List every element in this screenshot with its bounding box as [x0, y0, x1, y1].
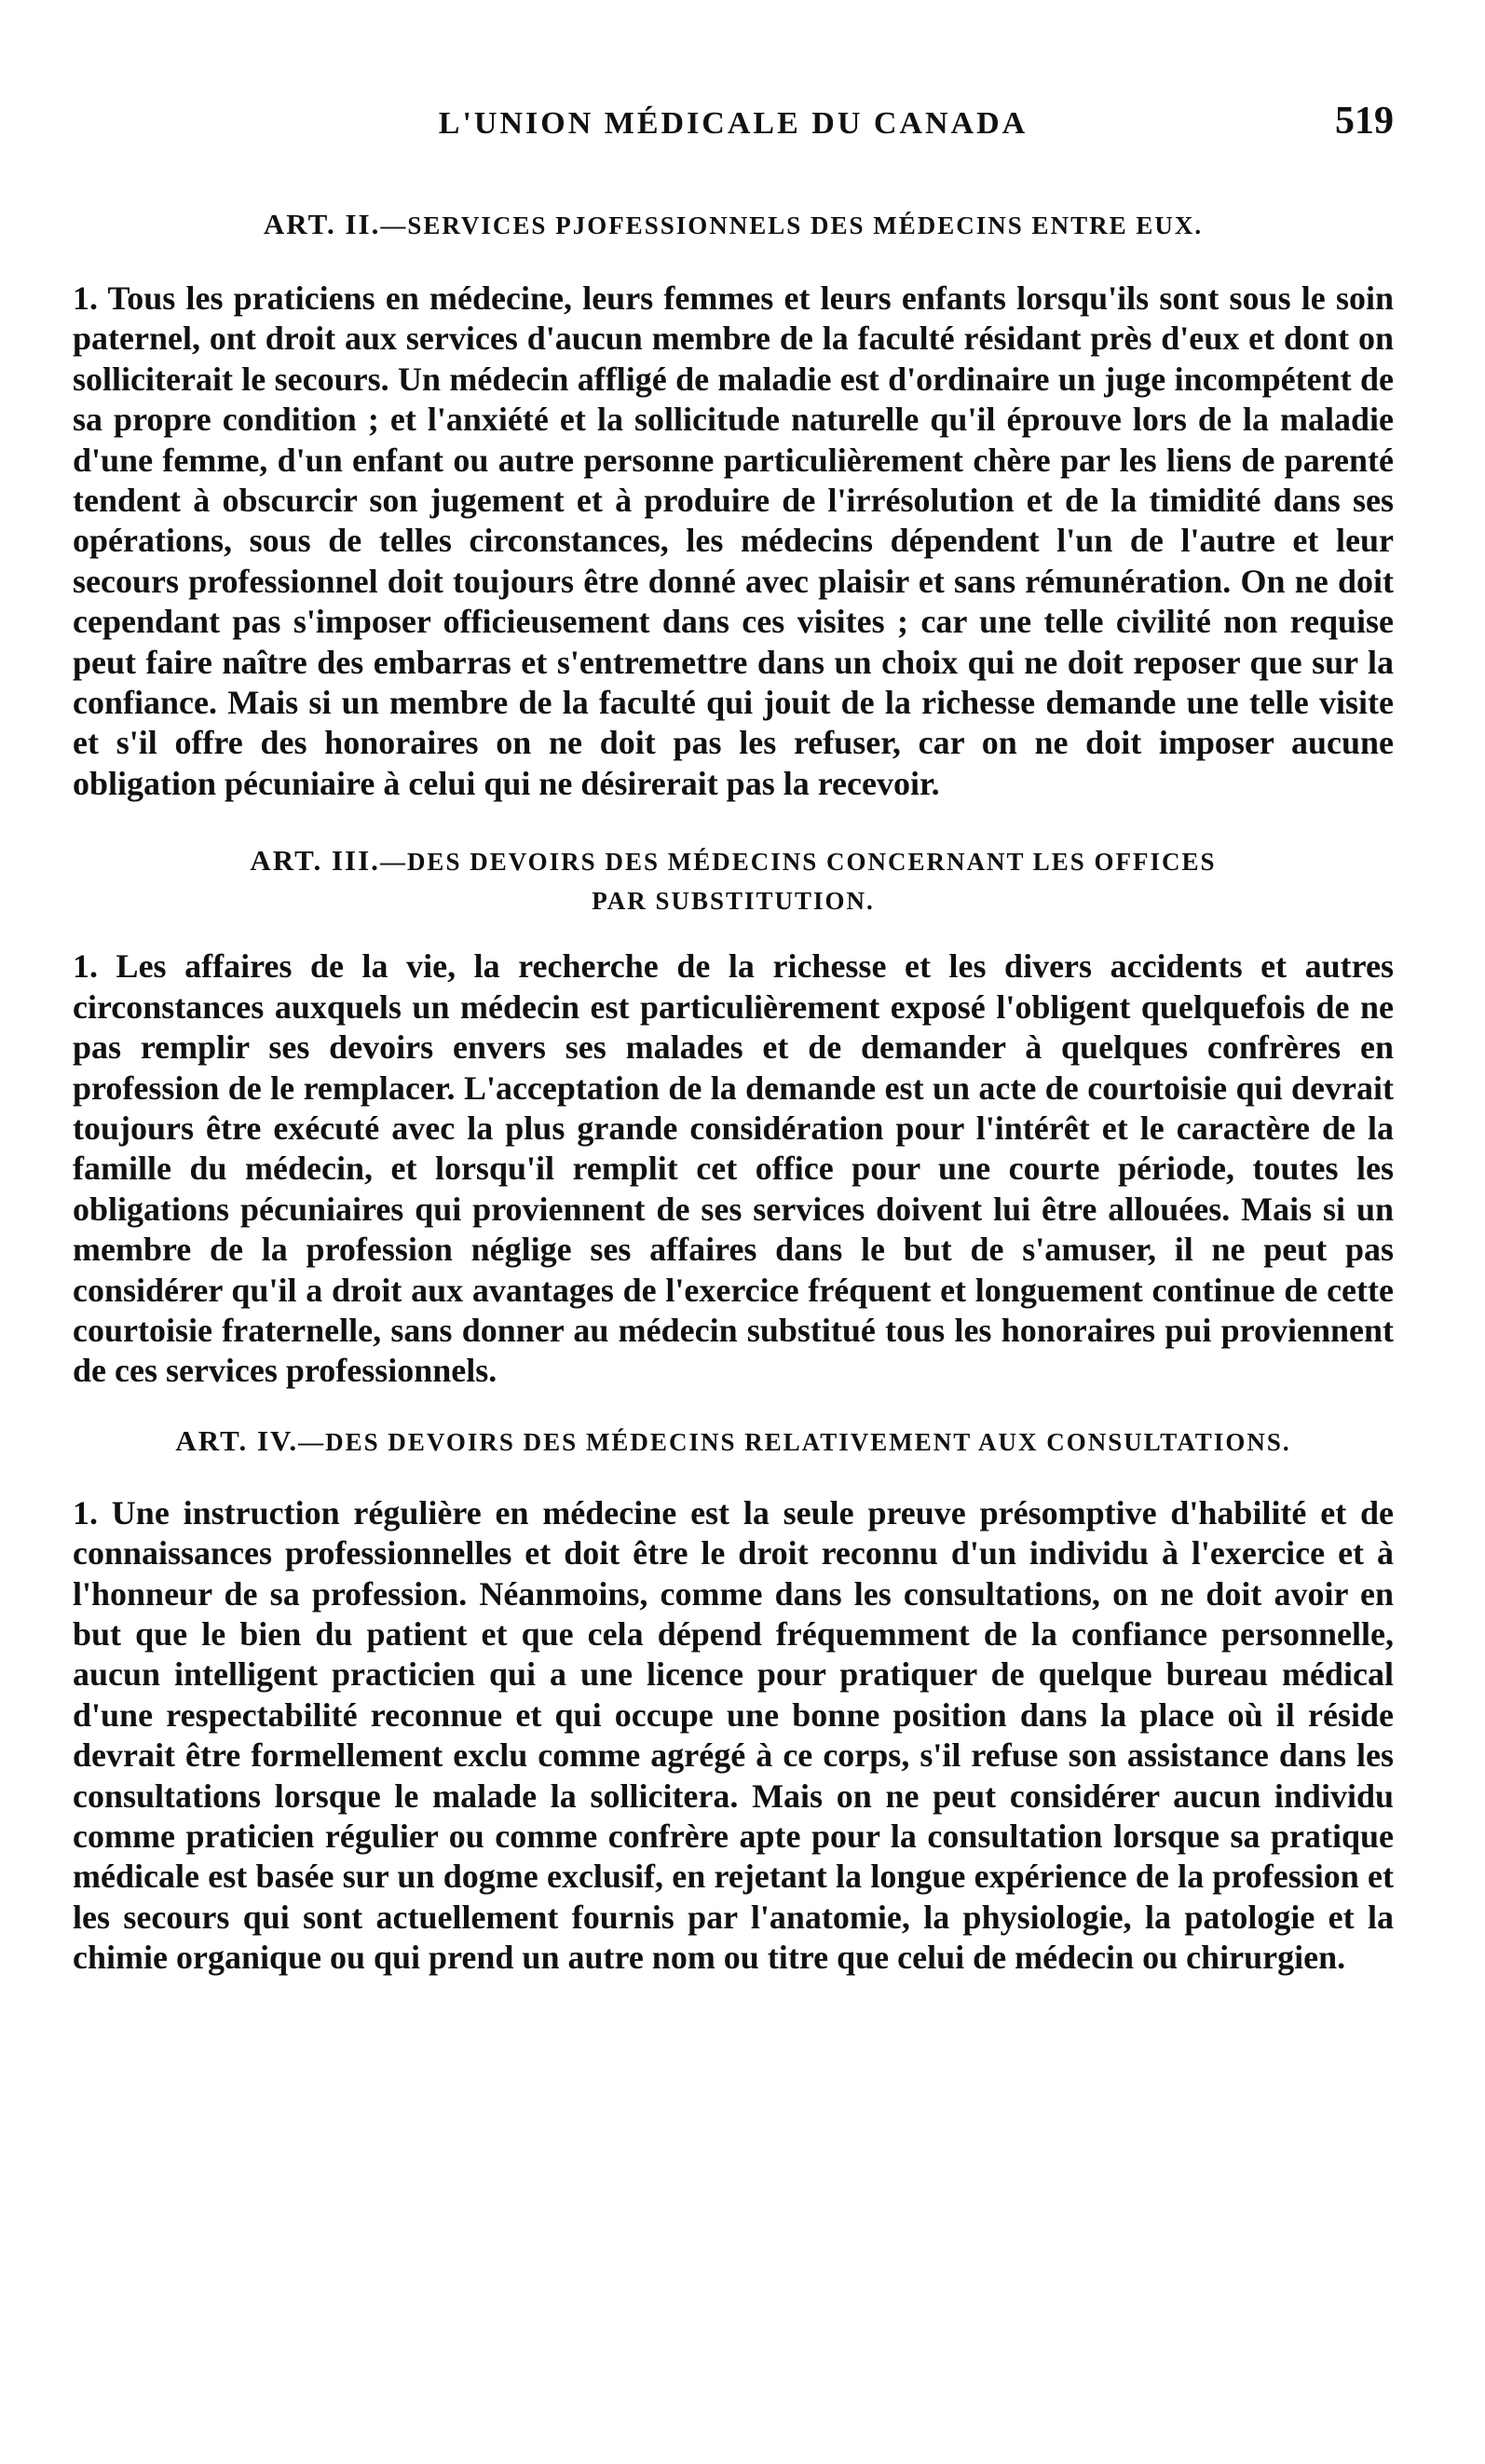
section-heading-art-3 [73, 841, 1394, 920]
running-head [73, 75, 1394, 143]
page-number: 519 [1335, 100, 1394, 143]
section-label: ART. II. [263, 208, 381, 240]
section-title: —DES DEVOIRS DES MÉDECINS RELATIVEMENT AUX CONSULTATIONS. [298, 1427, 1291, 1456]
section-label: ART. III. [250, 844, 380, 878]
section-paragraph-art-4: 1. Une instruction régulière en médecine est la seule preuve présomptive d'habilité et de connaissances professionnelles et doit être le droit reconnu d'un individu à l'exercice et à l'honneur de sa profession. Néanmoins, comme dans les consultations, on ne doit avoir en but que le bien du patient et que cela dépend fréquemment de la confiance personnelle, aucun intelligent practicien qui a une licence pour pratiquer de quelque bureau médical d'une respectabilité reconnue et qui occupe une bonne position dans la place où il réside devrait être formellement exclu comme agrégé à ce corps, s'il refuse son assistance dans les consultations lorsque le malade la sollicitera. Mais on ne peut considérer aucun individu comme praticien régulier ou comme confrère apte pour la consultation lorsque sa pratique médicale est basée sur un dogme exclusif, en rejetant la longue expérience de la profession et les secours qui sont actuellement fournis par l'anatomie, la physiologie, la patologie et la chimie organique ou qui prend un autre nom ou titre que celui de médecin ou chirurgien. [73, 1493, 1394, 1977]
journal-title: L'UNION MÉDICALE DU CANADA [438, 106, 1029, 141]
section-title: —DES DEVOIRS DES MÉDECINS CONCERNANT LES OFFICES [379, 848, 1217, 877]
section-paragraph-art-3: 1. Les affaires de la vie, la recherche de la richesse et les divers accidents et autres circonstances auxquels un médecin est particulièrement exposé l'obligent quelquefois de ne pas remplir ses devoirs envers ses malades et de demander à quelques confrères en profession de le remplacer. L'acceptation de la demande est un acte de courtoisie qui devrait toujours être exécuté avec la plus grande considération pour l'intérêt et le caractère de la famille du médecin, et lorsqu'il remplit cet office pour une courte période, toutes les obligations pécuniaires qui proviennent de ses services doivent lui être allouées. Mais si un membre de la profession néglige ses affaires dans le but de s'amuser, il ne peut pas considérer qu'il a droit aux avantages de l'exercice fréquent et longuement continue de cette courtoisie fraternelle, sans donner au médecin substitué tous les honoraires pui proviennent de ces services professionnels. [73, 947, 1394, 1390]
section-title: —SERVICES PJOFESSIONNELS DES MÉDECINS ENTRE EUX. [380, 211, 1204, 239]
section-heading-art-4 [73, 1422, 1394, 1462]
section-paragraph-art-2: 1. Tous les praticiens en médecine, leurs femmes et leurs enfants lorsqu'ils sont sous le soin paternel, ont droit aux services d'aucun membre de la faculté résidant près d'eux et dont on solliciterait le secours. Un médecin affligé de maladie est d'ordinaire un juge incompétent de sa propre condition ; et l'anxiété et la sollicitude naturelle qu'il éprouve lors de la maladie d'une femme, d'un enfant ou autre personne particulièrement chère par les liens de parenté tendent à obscurcir son jugement et à produire de l'irrésolution et de la timidité dans ses opérations, sous de telles circonstances, les médecins dépendent l'un de l'autre et leur secours professionnel doit toujours être donné avec plaisir et sans rémunération. On ne doit cependant pas s'imposer officieusement dans ces visites ; car une telle civilité non requise peut faire naître des embarras et s'entremettre dans un choix qui ne doit reposer que sur la confiance. Mais si un membre de la faculté qui jouit de la richesse demande une telle visite et s'il offre des honoraires on ne doit pas les refuser, car on ne doit imposer aucune obligation pécuniaire à celui qui ne désirerait pas la recevoir. [73, 279, 1394, 802]
section-label: ART. IV. [175, 1423, 299, 1457]
section-title-line2: PAR SUBSTITUTION. [592, 887, 875, 916]
section-heading-art-2 [73, 205, 1394, 245]
document-page [73, 75, 1394, 1979]
